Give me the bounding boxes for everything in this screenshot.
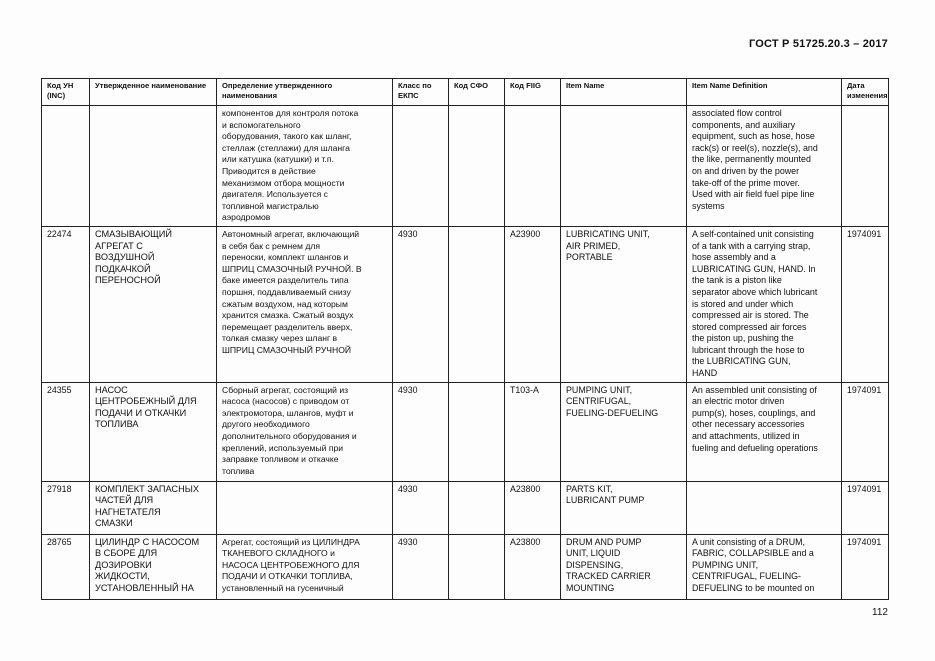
cell-class: 4930 (393, 481, 449, 534)
cell-sfo (449, 534, 505, 599)
data-table (41, 78, 889, 600)
table-row (42, 382, 889, 481)
table-row (42, 106, 889, 227)
cell-fiig: A23800 (505, 481, 561, 534)
cell-item-name: PARTS KIT, LUBRICANT PUMP (561, 481, 687, 534)
cell-class: 4930 (393, 226, 449, 382)
cell-date: 1974091 (842, 226, 889, 382)
col-header-item-name: Item Name (561, 79, 687, 106)
table-row (42, 226, 889, 382)
col-header-fiig: Код FIIG (505, 79, 561, 106)
cell-definition (217, 481, 393, 534)
cell-item-name: PUMPING UNIT, CENTRIFUGAL, FUELING-DEFUELING (561, 382, 687, 481)
cell-item-name: DRUM AND PUMP UNIT, LIQUID DISPENSING, TRACKED CARRIER MOUNTING (561, 534, 687, 599)
cell-inc: 27918 (42, 481, 90, 534)
cell-item-def: An assembled unit consisting of an electric motor driven pump(s), hoses, couplings, and other necessary accessories and attachments, utilized in fueling and defueling operations (687, 382, 842, 481)
cell-name (90, 106, 217, 227)
cell-fiig: A23900 (505, 226, 561, 382)
table-header-row (42, 79, 889, 106)
col-header-inc: Код УН (INC) (42, 79, 90, 106)
cell-item-name: LUBRICATING UNIT, AIR PRIMED, PORTABLE (561, 226, 687, 382)
cell-inc: 22474 (42, 226, 90, 382)
col-header-item-def: Item Name Definition (687, 79, 842, 106)
cell-class (393, 106, 449, 227)
cell-item-def: A self-contained unit consisting of a tank with a carrying strap, hose assembly and a LUBRICATING GUN, HAND. In the tank is a piston like separator above which lubricant is stored and under which compressed air is stored. The stored compressed air forces the piston up, pushing the lubricant through the hose to the LUBRICATING GUN, HAND (687, 226, 842, 382)
cell-date: 1974091 (842, 534, 889, 599)
cell-inc (42, 106, 90, 227)
cell-inc: 24355 (42, 382, 90, 481)
cell-sfo (449, 481, 505, 534)
cell-date: 1974091 (842, 382, 889, 481)
cell-class: 4930 (393, 382, 449, 481)
cell-sfo (449, 226, 505, 382)
cell-class: 4930 (393, 534, 449, 599)
table-row (42, 481, 889, 534)
cell-item-def: associated flow control components, and auxiliary equipment, such as hose, hose rack(s) or reel(s), nozzle(s), and the like, permanently mounted on and driven by the power take-off of the prime mover. Used with air field fuel pipe line systems (687, 106, 842, 227)
cell-definition: компонентов для контроля потока и вспомогательного оборудования, такого как шланг, стеллаж (стеллажи) для шланга или катушка (катушки) и т.п. Приводится в действие механизмом отбора мощности двигателя. Используется с топливной магистралью аэродромов (217, 106, 393, 227)
cell-definition: Сборный агрегат, состоящий из насоса (насосов) с приводом от электромотора, шлангов, муфт и другого необходимого дополнительного оборудования и креплений, используемый при заправке топливом и откачке топлива (217, 382, 393, 481)
cell-name: СМАЗЫВАЮЩИЙ АГРЕГАТ С ВОЗДУШНОЙ ПОДКАЧКОЙ ПЕРЕНОСНОЙ (90, 226, 217, 382)
col-header-definition: Определение утвержденного наименования (217, 79, 393, 106)
cell-definition: Автономный агрегат, включающий в себя бак с ремнем для переноски, комплект шлангов и ШПРИЦ СМАЗОЧНЫЙ РУЧНОЙ. В баке имеется разделитель типа поршня, поддавливаемый снизу сжатым воздухом, над которым хранится смазка. Сжатый воздух перемещает разделитель вверх, толкая смазку через шланг в ШПРИЦ СМАЗОЧНЫЙ РУЧНОЙ (217, 226, 393, 382)
cell-sfo (449, 106, 505, 227)
document-header: ГОСТ Р 51725.20.3 – 2017 (748, 38, 888, 50)
cell-fiig: T103-A (505, 382, 561, 481)
cell-inc: 28765 (42, 534, 90, 599)
page-number: 112 (872, 607, 888, 618)
cell-name: ЦИЛИНДР С НАСОСОМ В СБОРЕ ДЛЯ ДОЗИРОВКИ ЖИДКОСТИ, УСТАНОВЛЕННЫЙ НА (90, 534, 217, 599)
cell-date: 1974091 (842, 481, 889, 534)
cell-fiig: A23800 (505, 534, 561, 599)
cell-fiig (505, 106, 561, 227)
cell-date (842, 106, 889, 227)
cell-name: НАСОС ЦЕНТРОБЕЖНЫЙ ДЛЯ ПОДАЧИ И ОТКАЧКИ ТОПЛИВА (90, 382, 217, 481)
cell-item-name (561, 106, 687, 227)
cell-item-def (687, 481, 842, 534)
cell-item-def: A unit consisting of a DRUM, FABRIC, COLLAPSIBLE and a PUMPING UNIT, CENTRIFUGAL, FUELING- DEFUELING to be mounted on (687, 534, 842, 599)
col-header-date: Дата изменения (842, 79, 889, 106)
col-header-name: Утвержденное наименование (90, 79, 217, 106)
table-row (42, 534, 889, 599)
cell-name: КОМПЛЕКТ ЗАПАСНЫХ ЧАСТЕЙ ДЛЯ НАГНЕТАТЕЛЯ СМАЗКИ (90, 481, 217, 534)
cell-definition: Агрегат, состоящий из ЦИЛИНДРА ТКАНЕВОГО СКЛАДНОГО и НАСОСА ЦЕНТРОБЕЖНОГО ДЛЯ ПОДАЧИ И ОТКАЧКИ ТОПЛИВА, установленный на гусеничный (217, 534, 393, 599)
cell-sfo (449, 382, 505, 481)
col-header-class: Класс по ЕКПС (393, 79, 449, 106)
col-header-sfo: Код СФО (449, 79, 505, 106)
